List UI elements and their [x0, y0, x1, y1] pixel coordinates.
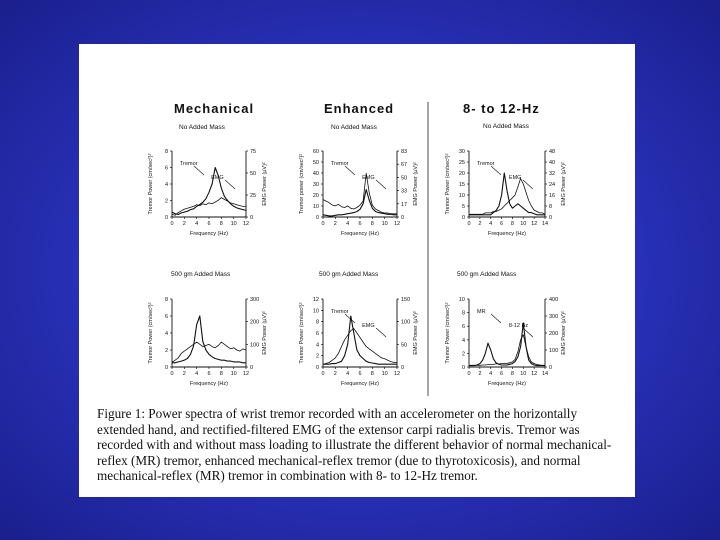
y-right-tick-label: 200 [549, 331, 559, 337]
subtitle-enh-bottom: 500 gm Added Mass [319, 271, 379, 278]
x-tick-label: 2 [478, 371, 482, 377]
y-right-axis-label: EMG Power (µV)² [413, 311, 419, 355]
annotation-arrow [194, 166, 204, 175]
series-line-emg [323, 173, 397, 214]
y-left-tick-label: 2 [461, 351, 465, 358]
y-right-tick-label: 16 [549, 193, 556, 199]
y-left-axis-label: Tremor Power (cm/sec²)² [148, 302, 154, 364]
y-right-tick-label: 32 [549, 171, 556, 177]
annotation-label: EMG [211, 175, 224, 181]
y-left-tick-label: 20 [458, 171, 465, 177]
y-left-tick-label: 60 [312, 149, 319, 155]
annotation-label: Tremor [477, 161, 495, 167]
y-right-tick-label: 100 [549, 348, 559, 354]
x-tick-label: 8 [510, 221, 514, 227]
chart-enh-top [299, 149, 419, 237]
x-tick-label: 0 [321, 371, 325, 377]
x-tick-label: 12 [242, 371, 250, 377]
x-tick-label: 10 [520, 221, 527, 227]
annotation-arrow [345, 166, 355, 175]
y-left-tick-label: 30 [312, 182, 319, 188]
y-right-tick-label: 0 [549, 215, 553, 221]
x-tick-label: 4 [346, 221, 350, 227]
column-title-8-12hz: 8- to 12-Hz [463, 101, 540, 116]
x-tick-label: 10 [230, 371, 237, 377]
x-tick-label: 8 [370, 371, 374, 377]
y-left-tick-label: 0 [164, 215, 168, 221]
y-right-tick-label: 200 [250, 319, 260, 326]
column-title-mechanical: Mechanical [174, 101, 255, 116]
annotation-label: EMG [508, 175, 522, 181]
y-left-tick-label: 20 [312, 193, 319, 199]
y-right-tick-label: 400 [549, 297, 559, 303]
x-axis-label: Frequency (Hz) [341, 381, 379, 387]
y-right-axis-label: EMG Power (µV)² [262, 162, 268, 206]
y-left-tick-label: 8 [461, 310, 465, 317]
x-tick-label: 12 [531, 371, 538, 377]
y-right-tick-label: 40 [549, 160, 556, 166]
y-right-tick-label: 300 [549, 314, 559, 320]
y-left-tick-label: 2 [164, 348, 168, 354]
annotation-label: EMG [362, 323, 375, 329]
chart-mech-top [148, 149, 268, 237]
annotation-label: Tremor [331, 161, 349, 167]
x-tick-label: 10 [381, 221, 388, 227]
y-left-tick-label: 12 [312, 297, 319, 303]
y-left-tick-label: 4 [164, 182, 168, 188]
x-tick-label: 0 [467, 221, 471, 227]
y-left-tick-label: 6 [461, 324, 465, 331]
y-right-axis-label: EMG Power (µV)² [413, 162, 419, 206]
x-tick-label: 4 [489, 371, 493, 377]
x-tick-label: 8 [370, 221, 374, 227]
y-right-tick-label: 33 [401, 188, 408, 195]
y-left-tick-label: 0 [164, 365, 168, 371]
series-line-emg [323, 329, 397, 365]
x-tick-label: 12 [393, 221, 401, 227]
y-right-tick-label: 67 [401, 162, 408, 169]
y-left-tick-label: 0 [461, 365, 465, 371]
x-tick-label: 4 [195, 371, 199, 377]
subtitle-enh-top: No Added Mass [331, 124, 377, 131]
y-right-tick-label: 300 [250, 297, 260, 303]
figure-panels [79, 44, 635, 404]
x-tick-label: 6 [358, 371, 362, 377]
y-left-tick-label: 10 [312, 204, 319, 210]
x-tick-label: 0 [467, 371, 471, 377]
series-line-tremor [469, 323, 545, 366]
y-left-tick-label: 40 [312, 171, 319, 177]
y-left-tick-label: 25 [458, 160, 465, 166]
annotation-label: Tremor [180, 161, 198, 167]
x-tick-label: 8 [219, 371, 223, 377]
column-title-enhanced: Enhanced [324, 101, 395, 116]
series-line-tremor [172, 168, 246, 215]
annotation-arrow [225, 180, 235, 189]
figure-caption: Figure 1: Power spectra of wrist tremor recorded with an accelerometer on the horizontally extended hand, and rectified-filtered EMG of the extensor carpi radialis brevis. Tremor was recorded with and without mass loading to illustrate the different behavior of normal mechanical-reflex (MR) tremor, enhanced mechanical-reflex tremor (due to thyrotoxicosis), and normal mechanical-reflex (MR) tremor in combination with 8- to 12-Hz tremor. [97, 406, 612, 483]
annotation-arrow [376, 328, 386, 337]
y-left-tick-label: 0 [315, 365, 319, 371]
y-right-tick-label: 83 [401, 149, 408, 155]
y-left-axis-label: Tremor Power (cm/sec²)² [445, 302, 451, 364]
y-left-tick-label: 5 [461, 204, 465, 210]
x-tick-label: 14 [541, 221, 549, 227]
series-line-emg [469, 335, 545, 366]
y-left-tick-label: 30 [458, 149, 465, 155]
x-tick-label: 10 [230, 221, 237, 227]
x-axis-label: Frequency (Hz) [190, 231, 228, 237]
x-axis-label: Frequency (Hz) [341, 231, 379, 237]
y-left-tick-label: 6 [164, 165, 168, 172]
y-right-tick-label: 17 [401, 201, 408, 208]
chart-mr-top [445, 149, 567, 237]
x-tick-label: 4 [195, 221, 199, 227]
y-right-tick-label: 0 [401, 215, 405, 221]
y-right-tick-label: 8 [549, 204, 553, 210]
y-right-tick-label: 50 [250, 171, 257, 177]
y-left-tick-label: 6 [164, 314, 168, 320]
x-tick-label: 6 [500, 221, 504, 227]
x-tick-label: 2 [182, 221, 186, 227]
x-tick-label: 10 [520, 371, 527, 377]
x-tick-label: 6 [500, 371, 504, 377]
y-left-tick-label: 8 [164, 149, 168, 155]
y-left-axis-label: Tremor Power (cm/sec²)² [299, 302, 305, 364]
figure-sheet [79, 44, 635, 497]
y-left-axis-label: Tremor Power (cm/sec²)² [148, 153, 154, 215]
subtitle-mr-top: No Added Mass [483, 123, 529, 130]
x-axis-label: Frequency (Hz) [190, 381, 228, 387]
y-left-tick-label: 4 [164, 331, 168, 337]
y-left-tick-label: 0 [461, 215, 465, 221]
x-axis-label: Frequency (Hz) [488, 381, 526, 387]
y-left-tick-label: 4 [315, 342, 319, 349]
y-left-axis-label: Tremor power (cm/sec²)² [299, 153, 305, 215]
x-tick-label: 8 [219, 221, 223, 227]
y-right-tick-label: 50 [401, 342, 408, 349]
y-left-tick-label: 8 [164, 297, 168, 303]
y-right-axis-label: EMG Power (µV)² [561, 162, 567, 206]
y-right-axis-label: EMG Power (µV)² [561, 311, 567, 355]
y-left-tick-label: 2 [164, 198, 168, 205]
y-left-tick-label: 0 [315, 215, 319, 221]
annotation-label: MR [477, 309, 486, 315]
series-line-emg [172, 342, 246, 362]
x-tick-label: 12 [393, 371, 401, 377]
subtitle-mech-top: No Added Mass [179, 124, 225, 131]
x-tick-label: 12 [242, 221, 250, 227]
y-left-tick-label: 10 [458, 193, 465, 199]
x-tick-label: 6 [358, 221, 362, 227]
y-right-tick-label: 50 [401, 175, 408, 182]
y-right-tick-label: 0 [549, 365, 553, 371]
x-tick-label: 2 [333, 371, 337, 377]
y-right-tick-label: 0 [401, 365, 405, 371]
y-right-tick-label: 150 [401, 297, 411, 303]
x-tick-label: 4 [489, 221, 493, 227]
annotation-arrow [491, 314, 501, 323]
chart-mr-bottom [445, 297, 567, 387]
x-tick-label: 2 [182, 371, 186, 377]
chart-mech-bottom [148, 297, 268, 387]
chart-enh-bottom [299, 297, 419, 387]
x-tick-label: 10 [381, 371, 388, 377]
x-tick-label: 0 [170, 371, 174, 377]
x-tick-label: 2 [333, 221, 337, 227]
y-right-tick-label: 48 [549, 149, 556, 155]
y-left-tick-label: 50 [312, 160, 319, 166]
y-right-tick-label: 100 [401, 319, 411, 326]
x-axis-label: Frequency (Hz) [488, 231, 526, 237]
x-tick-label: 4 [346, 371, 350, 377]
x-tick-label: 0 [321, 221, 325, 227]
y-right-tick-label: 100 [250, 342, 260, 349]
y-right-tick-label: 0 [250, 365, 254, 371]
subtitle-mr-bottom: 500 gm Added Mass [457, 271, 517, 278]
series-line-emg [469, 179, 545, 215]
x-tick-label: 6 [207, 371, 211, 377]
y-right-axis-label: EMG Power (µV)² [262, 311, 268, 355]
annotation-arrow [491, 166, 501, 175]
y-left-tick-label: 8 [315, 319, 319, 326]
y-right-tick-label: 24 [549, 182, 556, 188]
y-left-tick-label: 4 [461, 337, 465, 344]
y-left-tick-label: 15 [458, 182, 465, 188]
y-left-tick-label: 10 [312, 308, 319, 315]
x-tick-label: 2 [478, 221, 482, 227]
y-right-tick-label: 25 [250, 193, 257, 199]
y-right-tick-label: 0 [250, 215, 254, 221]
x-tick-label: 14 [541, 371, 549, 377]
series-line-tremor [323, 190, 397, 216]
annotation-arrow [376, 180, 386, 189]
subtitle-mech-bottom: 500 gm Added Mass [171, 271, 231, 278]
series-line-tremor [469, 173, 545, 215]
y-left-axis-label: Tremor Power (cm/sec²)² [445, 153, 451, 215]
series-line-tremor [172, 316, 246, 363]
y-left-tick-label: 10 [458, 297, 465, 303]
annotation-label: EMG [362, 175, 375, 181]
annotation-label: 8-12 Hz [508, 323, 529, 329]
x-tick-label: 8 [510, 371, 514, 377]
series-line-tremor [323, 316, 397, 364]
y-left-tick-label: 2 [315, 353, 319, 360]
x-tick-label: 12 [531, 221, 538, 227]
y-right-tick-label: 75 [250, 149, 257, 155]
x-tick-label: 6 [207, 221, 211, 227]
y-left-tick-label: 6 [315, 331, 319, 337]
x-tick-label: 0 [170, 221, 174, 227]
annotation-label: Tremor [331, 309, 349, 315]
